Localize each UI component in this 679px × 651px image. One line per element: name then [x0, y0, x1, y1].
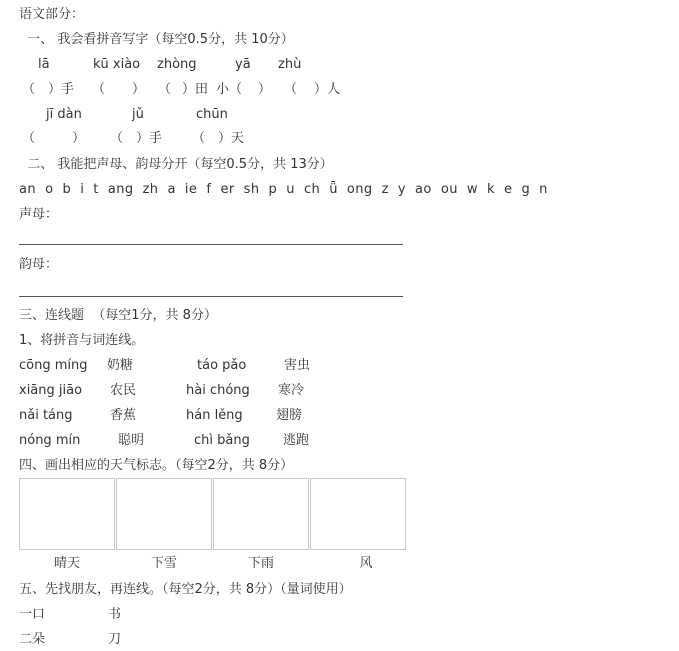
blank-char: ）手	[136, 131, 163, 146]
weather-drawing-box[interactable]	[310, 478, 406, 550]
weather-caption-rain: 下雨	[247, 556, 274, 571]
match-word: 香蕉	[110, 408, 137, 423]
match-pinyin: táo pǎo	[197, 358, 247, 373]
pinyin-chun: chūn	[196, 107, 228, 122]
page-heading: 语文部分：	[19, 7, 85, 22]
blank-paren: ）	[132, 82, 146, 97]
blank-char: 小（	[216, 82, 243, 97]
match-word: 农民	[110, 383, 137, 398]
section-4-title: 四、画出相应的天气标志。（每空2分，共 8分）	[19, 458, 294, 473]
blank-char: ）人	[314, 82, 341, 97]
blank-paren: （	[22, 131, 36, 146]
blank-char: ）天	[218, 131, 245, 146]
noun-word: 书	[108, 607, 122, 622]
shengmu-label: 声母：	[19, 207, 59, 222]
match-pinyin: nǎi táng	[19, 408, 73, 423]
match-pinyin: hài chóng	[186, 383, 250, 398]
blank-char: ）手	[48, 82, 75, 97]
weather-drawing-box[interactable]	[19, 478, 115, 550]
section-3-title: 三、连线题 （每空1分，共 8分）	[19, 308, 217, 323]
weather-caption-sunny: 晴天	[53, 556, 80, 571]
match-pinyin: nóng mín	[19, 433, 81, 448]
match-word: 翅膀	[276, 408, 303, 423]
quantifier-phrase: 一口	[19, 607, 46, 622]
pinyin-ju: jǔ	[132, 107, 144, 122]
pinyin-la: lā	[38, 57, 50, 72]
blank-paren: （	[284, 82, 298, 97]
blank-paren: （	[158, 82, 172, 97]
match-word: 害虫	[284, 358, 311, 373]
quantifier-phrase: 二朵	[19, 632, 46, 647]
match-word: 聪明	[118, 433, 145, 448]
noun-word: 刀	[108, 632, 122, 647]
pinyin-ku-xiao: kū xiào	[93, 57, 141, 72]
blank-paren: ）	[72, 131, 86, 146]
section-1-title: 一、 我会看拼音写字（每空0.5分，共 10分）	[19, 32, 294, 47]
match-pinyin: chì bǎng	[194, 433, 250, 448]
pinyin-ya: yā	[235, 57, 251, 72]
match-word: 寒冷	[278, 383, 305, 398]
section-3-subtitle: 1、将拼音与词连线。	[19, 333, 145, 348]
blank-paren: ）	[258, 82, 272, 97]
match-pinyin: hán lěng	[186, 408, 243, 423]
blank-paren: （	[92, 82, 106, 97]
yunmu-answer-line[interactable]	[19, 296, 403, 297]
shengmu-answer-line[interactable]	[19, 244, 403, 245]
blank-char: ）田	[182, 82, 209, 97]
blank-paren: （	[192, 131, 206, 146]
section-2-title: 二、 我能把声母、韵母分开（每空0.5分，共 13分）	[19, 157, 333, 172]
section-5-title: 五、先找朋友，再连线。（每空2分，共 8分）（量词使用）	[19, 582, 352, 597]
weather-caption-wind: 风	[359, 556, 373, 571]
match-pinyin: cōng míng	[19, 358, 88, 373]
yunmu-label: 韵母：	[19, 257, 59, 272]
match-word: 奶糖	[107, 358, 134, 373]
weather-drawing-box[interactable]	[213, 478, 309, 550]
blank-paren: （	[22, 82, 36, 97]
match-word: 逃跑	[283, 433, 310, 448]
letter-list: an o b i t ang zh a ie f er sh p u ch ǖ ong z y ao ou w k e g n	[19, 182, 548, 197]
blank-paren: （	[110, 131, 124, 146]
pinyin-zhu: zhù	[278, 57, 302, 72]
weather-caption-snow: 下雪	[150, 556, 177, 571]
match-pinyin: xiāng jiāo	[19, 383, 83, 398]
pinyin-ji-dan: jī dàn	[46, 107, 82, 122]
pinyin-zhong: zhòng	[157, 57, 197, 72]
weather-drawing-box[interactable]	[116, 478, 212, 550]
